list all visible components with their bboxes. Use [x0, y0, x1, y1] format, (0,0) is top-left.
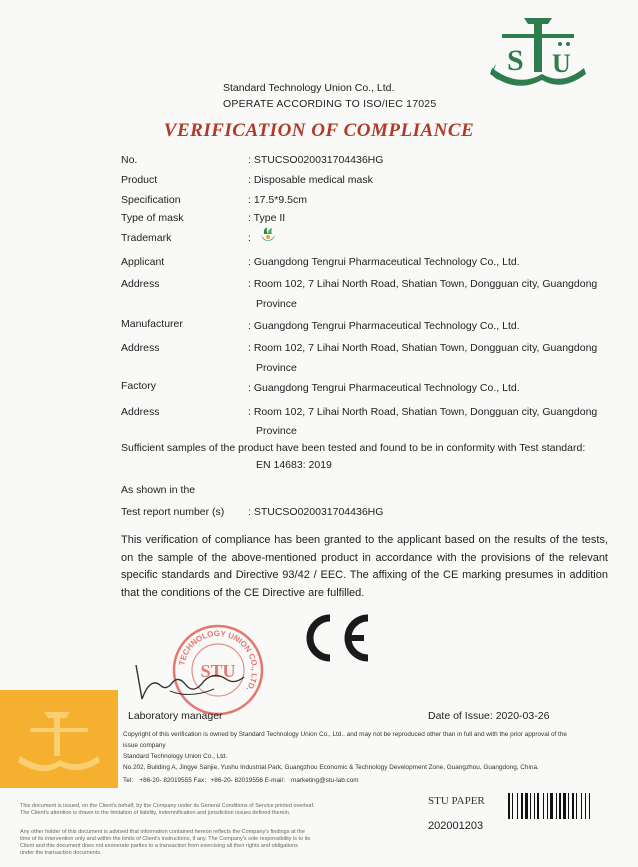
- disclaimer-line: This document is issued, on the Client's behalf, by the Company under its General Conditions of Service printed overleaf.: [20, 803, 315, 809]
- disclaimer-line: Any other holder of this document is advised that information contained hereon reflects the Company's findings at the: [20, 829, 305, 835]
- barcode-bar: [576, 793, 577, 819]
- field-type-label: Type of mask: [121, 212, 184, 224]
- barcode-bar: [534, 793, 535, 819]
- stamp-center-text: STU: [200, 661, 236, 681]
- field-manufacturer-address-line2: Province: [256, 362, 297, 374]
- compliance-paragraph: This verification of compliance has been granted to the applicant based on the results of the tests, on the sample of the above-mentioned product in accordance with the provisions of the relevant specific standards and Directive 93/42 / EEC. The affixing of the CE marking presumes in addition that the conditions of the CE Directive are fulfilled.: [121, 534, 608, 599]
- orange-security-tab: [0, 690, 118, 788]
- barcode-bar: [512, 793, 513, 819]
- barcode-bar: [537, 793, 539, 819]
- company-name: Standard Technology Union Co., Ltd.: [223, 82, 395, 94]
- field-manufacturer-label: Manufacturer: [121, 318, 183, 330]
- issue-date: Date of Issue: 2020-03-26: [428, 710, 550, 722]
- field-trademark-label: Trademark: [121, 232, 172, 244]
- barcode-bar: [556, 793, 557, 819]
- barcode-bar: [589, 793, 590, 819]
- field-specification-label: Specification: [121, 194, 181, 206]
- field-factory-value: : Guangdong Tengrui Pharmaceutical Technology Co., Ltd.: [248, 382, 520, 394]
- field-factory-address-line1: : Room 102, 7 Lihai North Road, Shatian Town, Dongguan city, Guangdong: [248, 406, 598, 418]
- stu-paper-label: STU PAPER: [428, 795, 485, 807]
- footer-address: No.202, Building A, Jingye Sanjie, Yushu Industrial Park, Guangzhou Economic & Technology Development Zone, Guangzhou, Guangdong, China.: [123, 764, 539, 771]
- barcode-bar: [585, 793, 586, 819]
- barcode-bar: [517, 793, 518, 819]
- field-trademark-value: :: [248, 232, 251, 244]
- barcode-bar: [521, 793, 523, 819]
- standard-value: EN 14683: 2019: [256, 459, 332, 471]
- field-no-label: No.: [121, 154, 138, 166]
- barcode-bar: [508, 793, 510, 819]
- footer-company: Standard Technology Union Co., Ltd.: [123, 753, 228, 760]
- field-factory-address-label: Address: [121, 406, 160, 418]
- disclaimer-line: time of its intervention only and within the limits of Client's instructions, if any. The Company's sole responsibility is to its: [20, 836, 311, 842]
- field-no-value: : STUCSO020031704436HG: [248, 154, 384, 166]
- paper-number: 202001203: [428, 820, 484, 832]
- field-type-value: : Type II: [248, 212, 286, 224]
- barcode-bar: [581, 793, 582, 819]
- svg-text:S: S: [507, 44, 524, 77]
- field-factory-address-line2: Province: [256, 425, 297, 437]
- barcode-bar: [550, 793, 553, 819]
- barcode-bar: [563, 793, 566, 819]
- field-applicant-label: Applicant: [121, 256, 165, 268]
- copyright-line-2: issue company: [123, 742, 166, 749]
- barcode-bar: [547, 793, 548, 819]
- field-applicant-address-line2: Province: [256, 298, 297, 310]
- field-manufacturer-address-label: Address: [121, 342, 160, 354]
- iso-statement: OPERATE ACCORDING TO ISO/IEC 17025: [223, 98, 437, 110]
- stu-logo-icon: [488, 14, 588, 90]
- barcode-icon: [508, 793, 608, 819]
- standard-statement: Sufficient samples of the product have been tested and found to be in conformity with Test standard:: [121, 442, 586, 454]
- stamp-ring-text: TECHNOLOGY UNION CO., LTD.: [177, 628, 260, 693]
- ce-mark-icon: [296, 610, 376, 666]
- barcode-bar: [559, 793, 561, 819]
- trademark-logo-icon: [259, 226, 277, 244]
- disclaimer-line: The Client's attention is drawn to the limitation of liability, indemnification and jurisdiction issues defined therein.: [20, 810, 291, 816]
- watermark-logo-icon: [0, 690, 118, 788]
- shown-in-label: As shown in the: [121, 484, 196, 496]
- field-manufacturer-value: : Guangdong Tengrui Pharmaceutical Technology Co., Ltd.: [248, 320, 520, 332]
- barcode-bar: [525, 793, 528, 819]
- disclaimer-block-1: [20, 803, 315, 817]
- field-applicant-value: : Guangdong Tengrui Pharmaceutical Technology Co., Ltd.: [248, 256, 520, 268]
- laboratory-manager-label: Laboratory manager: [128, 710, 223, 722]
- field-product-label: Product: [121, 174, 158, 186]
- svg-text:U: U: [552, 49, 571, 78]
- field-specification-value: : 17.5*9.5cm: [248, 194, 307, 206]
- field-factory-label: Factory: [121, 380, 157, 392]
- test-report-value: : STUCSO020031704436HG: [248, 506, 384, 518]
- footer-contact: Tel： +86-20- 82019555 Fax：+86-20- 82019556 E-mail： marketing@stu-lab.com: [123, 777, 359, 784]
- signature-icon: [130, 655, 250, 707]
- barcode-bar: [572, 793, 574, 819]
- certificate-title: VERIFICATION OF COMPLIANCE: [163, 120, 475, 141]
- field-applicant-address-label: Address: [121, 278, 160, 290]
- field-product-value: : Disposable medical mask: [248, 174, 373, 186]
- test-report-label: Test report number (s): [121, 506, 225, 518]
- field-manufacturer-address-line1: : Room 102, 7 Lihai North Road, Shatian Town, Dongguan city, Guangdong: [248, 342, 598, 354]
- field-applicant-address-line1: : Room 102, 7 Lihai North Road, Shatian Town, Dongguan city, Guangdong: [248, 278, 598, 290]
- disclaimer-line: under the transaction documents.: [20, 850, 102, 856]
- disclaimer-line: Client and this document does not exonerate parties to a transaction from exercising all their rights and obligations: [20, 843, 298, 849]
- barcode-bar: [568, 793, 569, 819]
- disclaimer-block-2: [20, 829, 310, 857]
- barcode-bar: [543, 793, 544, 819]
- barcode-bar: [530, 793, 531, 819]
- copyright-line: Copyright of this verification is owned by Standard Technology Union Co., Ltd.. and may not be reproduced other than in full and with the prior approval of the: [123, 731, 567, 738]
